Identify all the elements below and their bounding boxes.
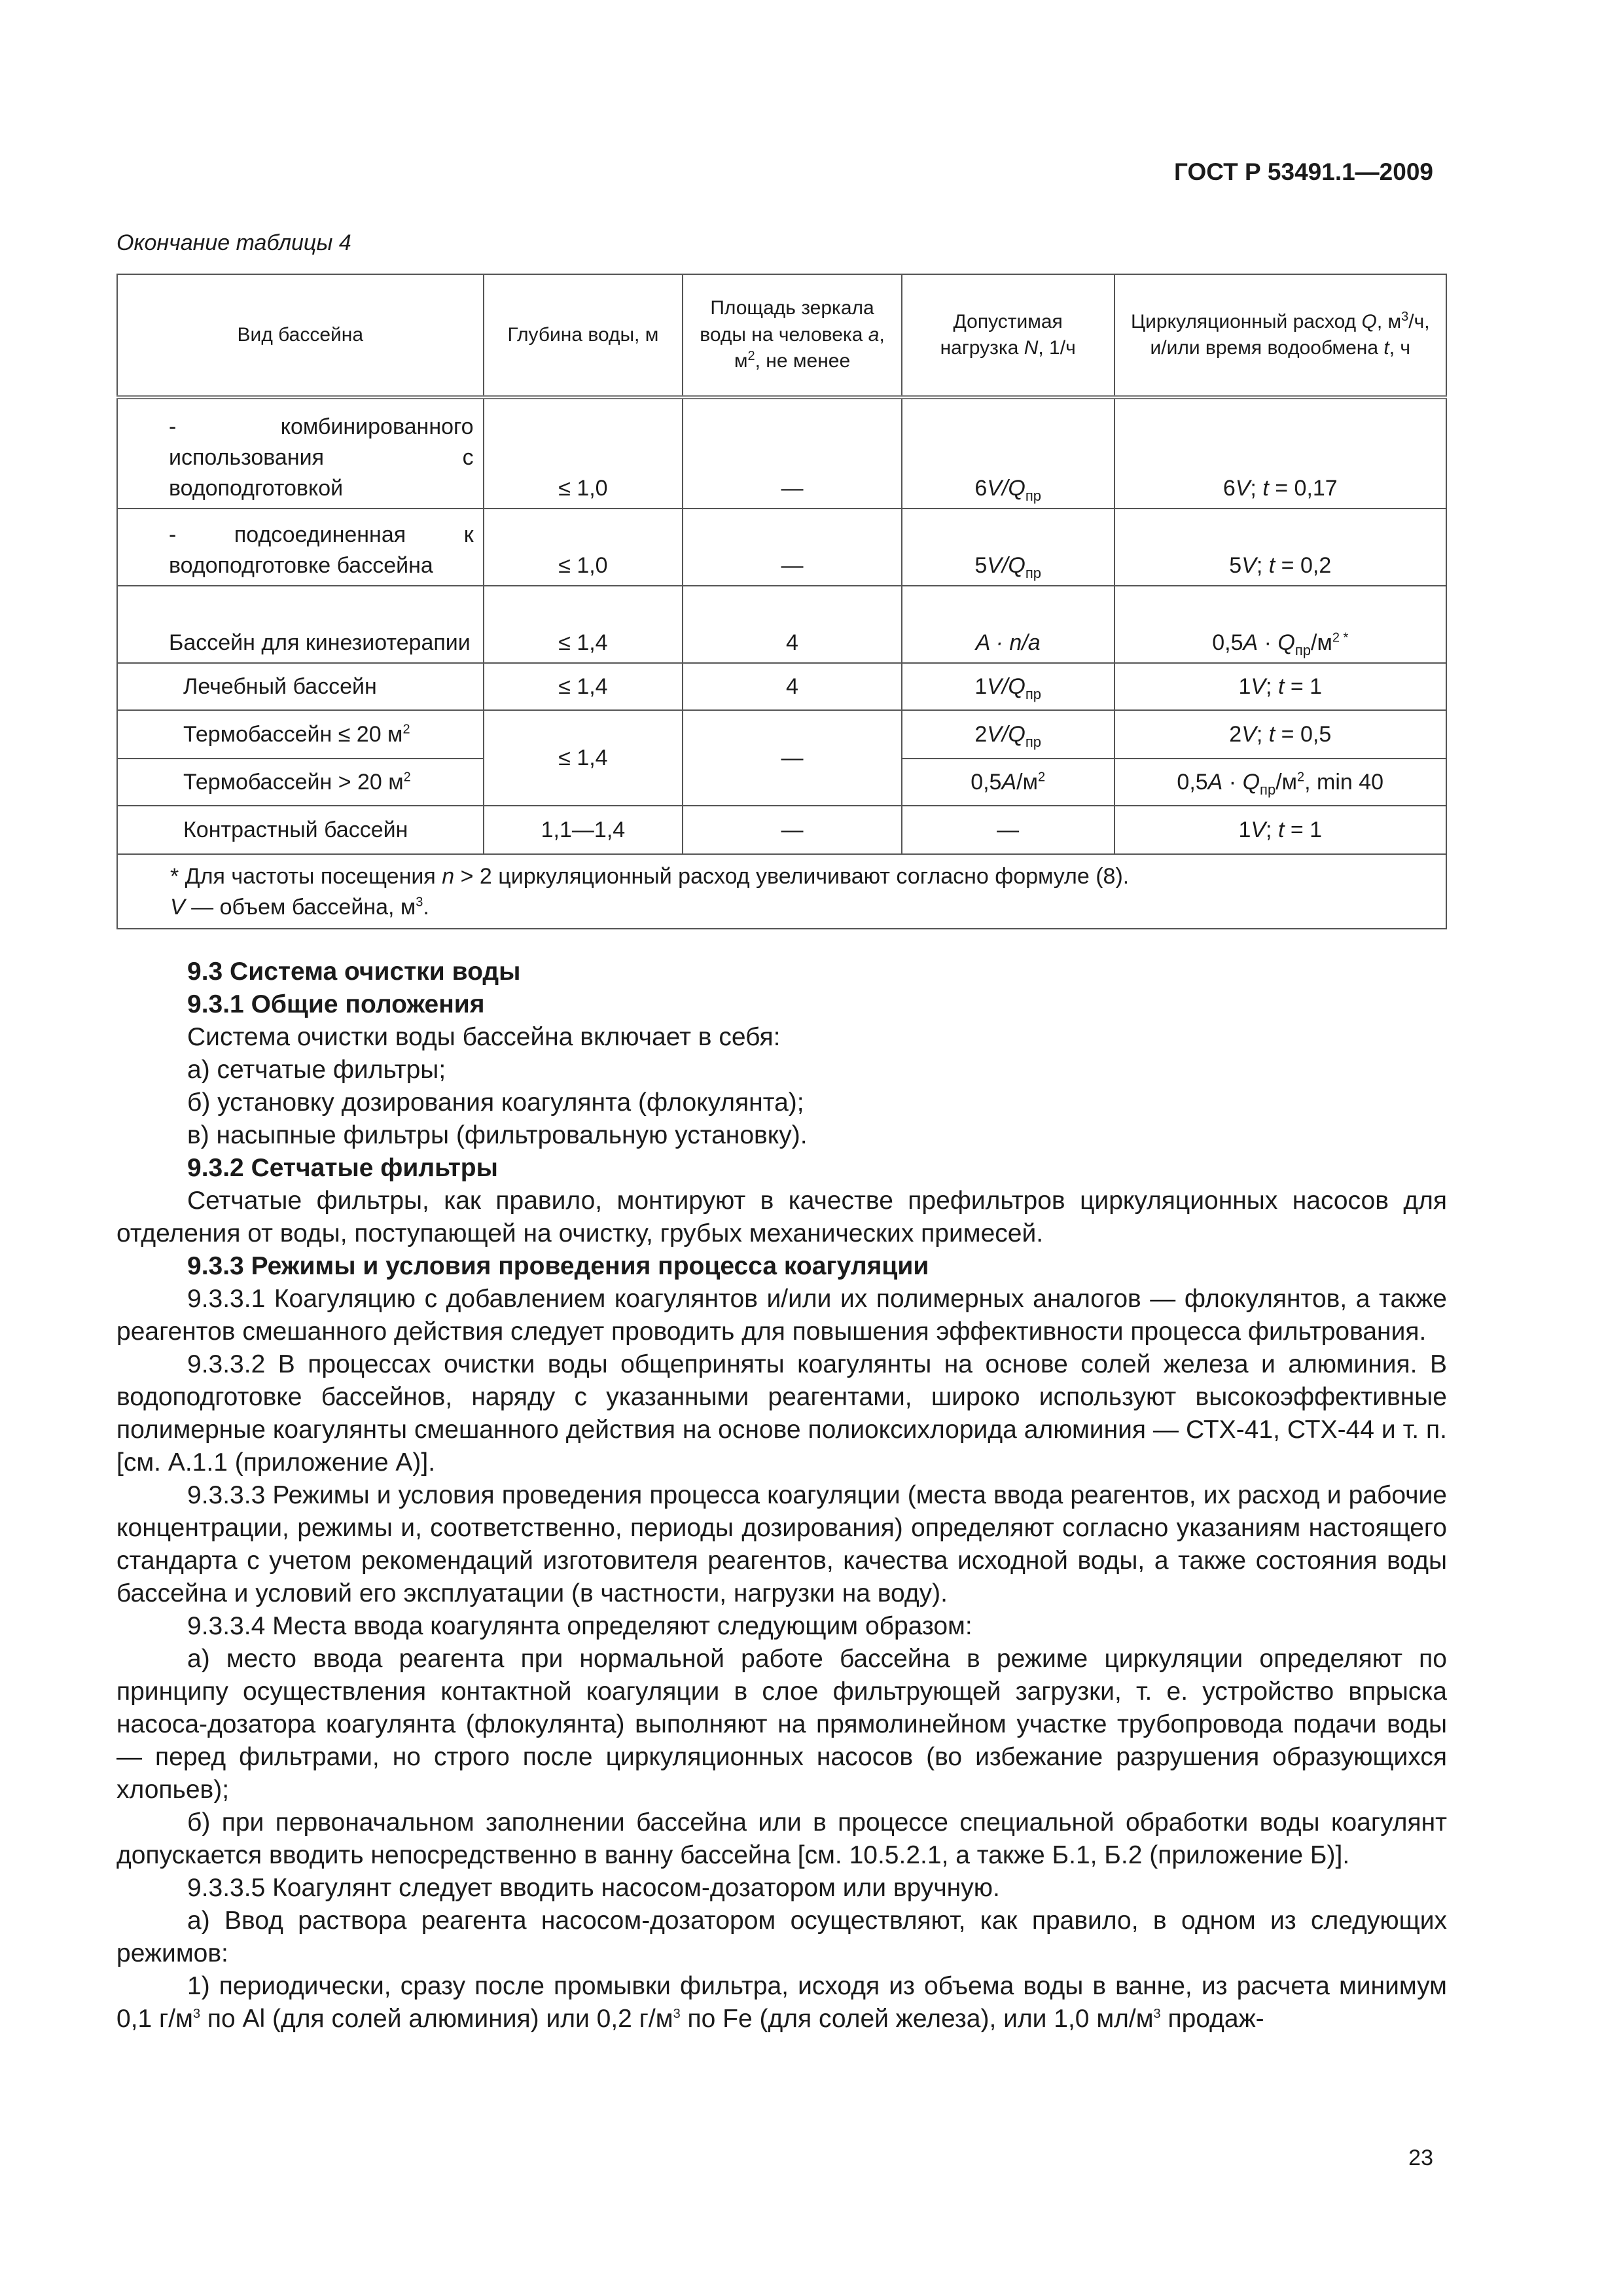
cell-pool-type: - подсоединенная к водоподготовке бассейна [117,509,484,586]
cell-depth: ≤ 1,4 [484,586,683,663]
section-heading: 9.3 Система очистки воды [187,958,521,986]
cell-area-merged: — [683,710,902,806]
list-item: а) сетчатые фильтры; [187,1056,446,1084]
cell-load: $6V/Q_{пр}$ [902,397,1115,509]
cell-circulation: 1V; t = 1 [1115,806,1446,854]
cell-pool-type: Контрастный бассейн [117,806,484,854]
paragraph: Система очистки воды бассейна включает в себя: [187,1023,781,1051]
cell-depth-merged: ≤ 1,4 [484,710,683,806]
cell-circulation: 1V; t = 1 [1115,663,1446,710]
table-row [117,663,1446,710]
cell-circulation: $0,5A \cdot Q_{пр}/м^2$, min 40 [1115,759,1446,806]
table-row [117,586,1446,663]
cell-load: $2V/Q_{пр}$ [902,710,1115,759]
header-depth: Глубина воды, м [484,274,683,397]
paragraph: 1) периодически, сразу после промывки фильтра, исходя из объема воды в ванне, из расчета минимум 0,1 $г/м^3$ по Al (для солей алюминия) или 0,2 $г/м^3$ по Fe (для солей железа), или 1,0 $мл/м^3$ продаж- [116,1972,1447,2033]
table-row [117,710,1446,759]
paragraph: а) место ввода реагента при нормальной работе бассейна в режиме циркуляции определяют по принципу осуществления контактной коагуляции в слое фильтрующей загрузки, т. е. устройство впрыска насоса-дозатора коагулянта (флокулянта) выполняют на прямолинейном участке трубопровода подачи воды — перед фильтрами, но строго после циркуляционных насосов (во избежание разрушения образующихся хлопьев); [116,1645,1447,1804]
page-number: 23 [1408,2145,1433,2170]
cell-depth: ≤ 1,0 [484,509,683,586]
cell-area: 4 [683,663,902,710]
cell-depth: ≤ 1,0 [484,397,683,509]
subsection-heading: 9.3.3 Режимы и условия проведения процесса коагуляции [187,1252,929,1280]
document-header: ГОСТ Р 53491.1—2009 [1174,158,1433,185]
table-caption: Окончание таблицы 4 [116,230,351,255]
header-circulation: Циркуляционный расход Q, $м^3/ч$, и/или время водообмена t, ч [1115,274,1446,397]
cell-pool-type: Термобассейн > 20 $м^2$ [117,759,484,806]
table-4 [116,274,1447,929]
cell-area: — [683,397,902,509]
cell-area: 4 [683,586,902,663]
cell-circulation: 2V; t = 0,5 [1115,710,1446,759]
list-item: в) насыпные фильтры (фильтровальную установку). [187,1121,808,1149]
cell-circulation: $0,5A \cdot Q_{пр}/м^{2 *}$ [1115,586,1446,663]
cell-load: $1V/Q_{пр}$ [902,663,1115,710]
cell-load: — [902,806,1115,854]
table-row [117,397,1446,509]
note-frequency: * Для частоты посещения n > 2 циркуляционный расход увеличивают согласно формуле (8). [170,864,1130,889]
header-area: Площадь зеркала воды на человека а, $м^2$, не менее [683,274,902,397]
list-item: б) установку дозирования коагулянта (флокулянта); [187,1088,804,1117]
paragraph: Сетчатые фильтры, как правило, монтируют в качестве префильтров циркуляционных насосов для отделения от воды, поступающей на очистку, грубых механических примесей. [116,1187,1447,1247]
cell-pool-type: Термобассейн ≤ 20 $м^2$ [117,710,484,759]
header-load: Допустимая нагрузка N, 1/ч [902,274,1115,397]
table-notes [117,854,1446,929]
subsection-heading: 9.3.1 Общие положения [187,990,485,1018]
cell-area: — [683,509,902,586]
cell-depth: ≤ 1,4 [484,663,683,710]
table-row [117,509,1446,586]
cell-pool-type: - комбинированного использования с водоподготовкой [117,397,484,509]
cell-pool-type: Лечебный бассейн [117,663,484,710]
paragraph: 9.3.3.3 Режимы и условия проведения процесса коагуляции (места ввода реагентов, их расход и рабочие концентрации, режимы и, соответственно, периоды дозирования) определяют согласно указаниям настоящего стандарта с учетом рекомендаций изготовителя реагентов, качества исходной воды, а также состояния воды бассейна и условий его эксплуатации (в частности, нагрузки на воду). [116,1481,1447,1607]
cell-load: $0,5A/м^2$ [902,759,1115,806]
table-row [117,806,1446,854]
paragraph: а) Ввод раствора реагента насосом-дозатором осуществляют, как правило, в одном из следующих режимов: [116,1907,1447,1967]
document-body [116,956,1447,2036]
table-notes-row [117,854,1446,929]
cell-circulation: 5V; t = 0,2 [1115,509,1446,586]
cell-circulation: 6V; t = 0,17 [1115,397,1446,509]
paragraph: 9.3.3.1 Коагуляцию с добавлением коагулянтов и/или их полимерных аналогов — флокулянтов, а также реагентов смешанного действия следует проводить для повышения эффективности процесса фильтрования. [116,1285,1447,1346]
cell-area: — [683,806,902,854]
paragraph: 9.3.3.2 В процессах очистки воды общеприняты коагулянты на основе солей железа и алюминия. В водоподготовке бассейнов, наряду с указанными реагентами, широко используют высокоэффективные полимерные коагулянты смешанного действия на основе полиоксихлорида алюминия — СТХ-41, СТХ-44 и т. п. [см. А.1.1 (приложение А)]. [116,1350,1447,1477]
cell-load: A · n/a [902,586,1115,663]
note-volume: V — объем бассейна, $м^3$. [170,894,429,920]
header-pool-type: Вид бассейна [117,274,484,397]
cell-pool-type: Бассейн для кинезиотерапии [117,586,484,663]
cell-load: $5V/Q_{пр}$ [902,509,1115,586]
subsection-heading: 9.3.2 Сетчатые фильтры [187,1154,498,1182]
cell-depth: 1,1—1,4 [484,806,683,854]
paragraph: 9.3.3.5 Коагулянт следует вводить насосом-дозатором или вручную. [187,1874,1000,1902]
paragraph: б) при первоначальном заполнении бассейна или в процессе специальной обработки воды коагулянт допускается вводить непосредственно в ванну бассейна [см. 10.5.2.1, а также Б.1, Б.2 (приложение Б)]. [116,1808,1447,1869]
paragraph: 9.3.3.4 Места ввода коагулянта определяют следующим образом: [187,1612,972,1640]
